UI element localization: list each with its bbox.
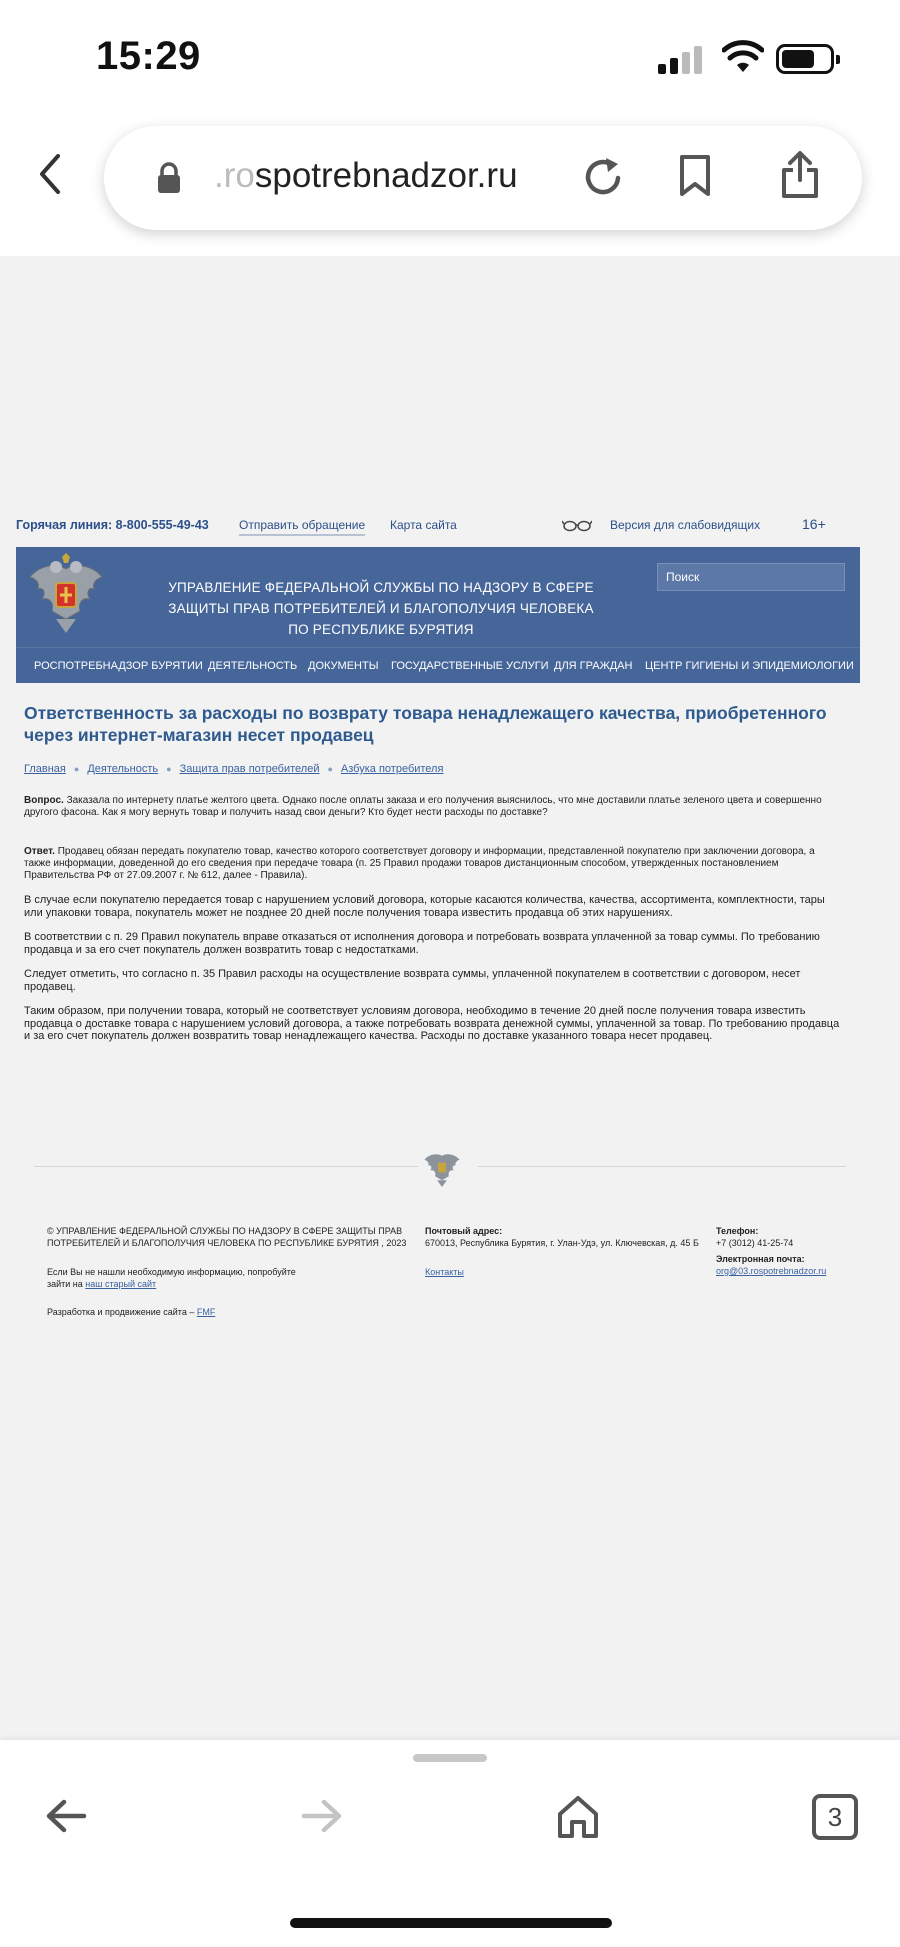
glasses-icon[interactable] — [562, 518, 592, 532]
article-paragraph-4: Таким образом, при получении товара, который не соответствует условиям договора, необходимо в течение 20 дней после получения товара известить продавца о доставке товара с нарушением условий договора, а также потребовать возврата денежной суммы, уплаченной за товар. По требованию продавца и за его счет покупатель должен возвратить товар ненадлежащего качества. Расходы по доставке указанного товара несет продавец. — [24, 1005, 840, 1042]
question-text: Заказала по интернету платье желтого цвета. Однако после оплаты заказа и его получения выяснилось, что мне доставили платье зеленого цвета и совершенно другого фасона. Как я могу вернуть товар и получить назад свои деньги? Кто будет нести расходы по доставке? — [24, 795, 822, 818]
not-found-text: Если Вы не нашли необходимую информацию, попробуйте — [47, 1267, 296, 1277]
site-title-line3: ПО РЕСПУБЛИКЕ БУРЯТИЯ — [288, 622, 474, 637]
dev-text: Разработка и продвижение сайта – — [47, 1307, 197, 1317]
hotline: Горячая линия: 8-800-555-49-43 — [16, 518, 209, 532]
status-time: 15:29 — [96, 34, 201, 78]
article — [24, 702, 844, 1042]
email-label: Электронная почта: — [716, 1254, 805, 1264]
old-site-link[interactable]: наш старый сайт — [85, 1279, 157, 1289]
accessibility-version-link[interactable]: Версия для слабовидящих — [610, 518, 761, 532]
battery-icon — [776, 44, 834, 74]
send-request-link[interactable]: Отправить обращение — [239, 518, 366, 532]
signal-icon — [658, 44, 704, 74]
menu-item-citizens[interactable]: ДЛЯ ГРАЖДАН — [554, 660, 633, 672]
breadcrumb-activity[interactable]: Деятельность — [87, 763, 159, 775]
not-found-text-2: зайти на — [47, 1279, 86, 1289]
lock-icon — [156, 162, 182, 194]
footer-phone — [716, 1225, 866, 1249]
eagle-emblem-icon[interactable] — [26, 553, 106, 635]
email-link[interactable]: org@03.rospotrebnadzor.ru — [716, 1266, 827, 1276]
menu-item-gov-services[interactable]: ГОСУДАРСТВЕННЫЕ УСЛУГИ — [391, 660, 549, 672]
question-paragraph — [24, 795, 844, 819]
phone-label: Телефон: — [716, 1226, 759, 1236]
article-title: Ответственность за расходы по возврату товара ненадлежащего качества, приобретенного через интернет-магазин несет продавец — [24, 703, 827, 745]
wifi-icon — [722, 40, 764, 74]
site-header-banner — [16, 547, 860, 683]
address-label: Почтовый адрес: — [425, 1226, 503, 1236]
status-bar — [0, 0, 900, 120]
contacts-link[interactable]: Контакты — [425, 1267, 464, 1277]
address-text: 670013, Республика Бурятия, г. Улан-Удэ, ул. Ключевская, д. 45 Б — [425, 1238, 699, 1248]
browser-toolbar — [0, 1740, 900, 1947]
share-icon[interactable] — [780, 150, 820, 200]
breadcrumb-home[interactable]: Главная — [24, 763, 66, 775]
reload-icon[interactable] — [582, 154, 626, 200]
question-label: Вопрос. — [24, 795, 64, 806]
breadcrumb-separator: ● — [327, 764, 333, 774]
copyright-line1: © УПРАВЛЕНИЕ ФЕДЕРАЛЬНОЙ СЛУЖБЫ ПО НАДЗОРУ В СФЕРЕ ЗАЩИТЫ ПРАВ — [47, 1226, 403, 1236]
breadcrumb — [24, 763, 443, 775]
footer-divider — [478, 1166, 846, 1167]
footer-old-site — [47, 1266, 337, 1290]
home-indicator[interactable] — [290, 1918, 612, 1928]
address-bar[interactable] — [104, 126, 862, 230]
menu-item-documents[interactable]: ДОКУМЕНТЫ — [308, 660, 379, 672]
home-icon[interactable] — [556, 1794, 600, 1840]
main-menu — [16, 647, 860, 683]
url-text[interactable]: .rospotrebnadzor.ru — [214, 156, 518, 195]
article-paragraph-3: Следует отметить, что согласно п. 35 Правил расходы на осуществление возврата суммы, уплаченной покупателем в соответствии с договором, несет продавец. — [24, 968, 801, 993]
menu-item-hygiene-center[interactable]: ЦЕНТР ГИГИЕНЫ И ЭПИДЕМИОЛОГИИ — [645, 660, 854, 672]
site-title — [166, 577, 596, 640]
eagle-emblem-icon — [422, 1148, 462, 1188]
arrow-left-icon[interactable] — [44, 1798, 88, 1834]
sitemap-link[interactable]: Карта сайта — [390, 518, 457, 532]
footer-copyright — [47, 1225, 427, 1249]
search-input[interactable]: Поиск — [657, 563, 845, 591]
breadcrumb-separator: ● — [166, 764, 172, 774]
age-rating: 16+ — [802, 516, 826, 532]
footer-divider — [34, 1166, 418, 1167]
article-paragraph-1: В случае если покупателю передается товар с нарушением условий договора, которые касаются количества, качества, ассортимента, комплектности, тары или упаковки товара, покупатель может не позднее 20 дней после получения товара известить продавца об этих нарушениях. — [24, 894, 825, 919]
fmf-link[interactable]: FMF — [196, 1307, 216, 1317]
site-title-line2: ЗАЩИТЫ ПРАВ ПОТРЕБИТЕЛЕЙ И БЛАГОПОЛУЧИЯ ЧЕЛОВЕКА — [168, 601, 594, 616]
tabs-button[interactable]: 3 — [812, 1794, 858, 1840]
answer-paragraph — [24, 846, 844, 882]
footer-dev — [47, 1306, 337, 1318]
menu-item-activity[interactable]: ДЕЯТЕЛЬНОСТЬ — [208, 660, 298, 672]
bookmark-icon[interactable] — [678, 154, 712, 198]
site-top-links — [16, 518, 860, 538]
menu-item-rospotrebnadzor[interactable]: РОСПОТРЕБНАДЗОР БУРЯТИИ — [34, 660, 203, 672]
browser-address-area — [0, 120, 900, 256]
copyright-line2: ПОТРЕБИТЕЛЕЙ И БЛАГОПОЛУЧИЯ ЧЕЛОВЕКА ПО РЕСПУБЛИКЕ БУРЯТИЯ , 2023 — [47, 1238, 407, 1248]
chevron-left-icon[interactable] — [36, 152, 62, 196]
answer-text: Продавец обязан передать покупателю товар, качество которого соответствует договору и информации, представленной покупателю при заключении договора, а также информации, доведенной до его сведения при передаче товара (п. 25 Правил продажи товаров дистанционным способом, утвержденных постановлением Правительства РФ от 27.09.2007 г. № 612, далее - Правила). — [24, 846, 815, 881]
send-request-underline — [239, 534, 365, 536]
arrow-right-icon[interactable] — [300, 1798, 344, 1834]
breadcrumb-separator: ● — [73, 764, 80, 774]
footer-contacts — [425, 1266, 625, 1278]
breadcrumb-consumer-rights[interactable]: Защита прав потребителей — [179, 763, 320, 775]
answer-label: Ответ. — [24, 846, 55, 857]
footer-email — [716, 1253, 866, 1277]
drag-handle[interactable] — [413, 1754, 487, 1762]
breadcrumb-consumer-abc[interactable]: Азбука потребителя — [340, 763, 444, 775]
phone-text: +7 (3012) 41-25-74 — [716, 1238, 794, 1248]
site-title-line1: УПРАВЛЕНИЕ ФЕДЕРАЛЬНОЙ СЛУЖБЫ ПО НАДЗОРУ В СФЕРЕ — [168, 580, 594, 595]
article-paragraph-2: В соответствии с п. 29 Правил покупатель вправе отказаться от исполнения договора и потребовать возврата уплаченной за товар суммы. По требованию продавца и за его счет покупатель должен возвратить товар с недостатками. — [24, 931, 820, 956]
